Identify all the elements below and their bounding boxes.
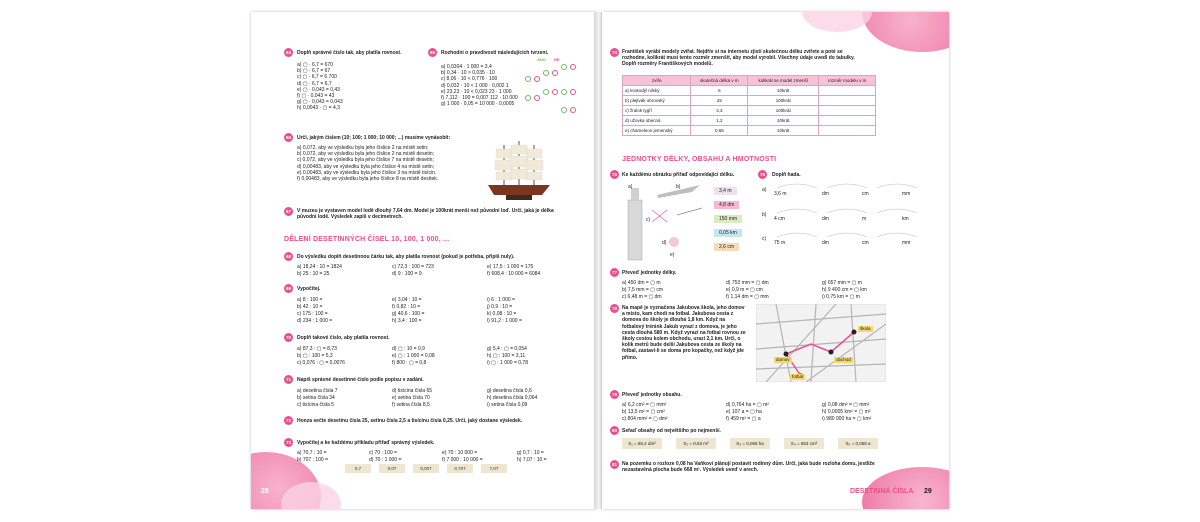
table-header: rozměr modelu v m — [819, 76, 876, 86]
table-cell: 1,2 — [691, 116, 748, 126]
length-tag[interactable]: 150 mm — [714, 215, 742, 223]
list-item: g) 0,08 dm² = ▢ mm² — [822, 402, 870, 408]
snake-unit: dm — [822, 240, 829, 246]
ne-checkbox[interactable] — [570, 89, 576, 95]
map-label-school: škola — [860, 326, 871, 331]
table-row — [623, 86, 876, 96]
table-cell: 6 — [691, 86, 748, 96]
area-box[interactable]: S₂ = 0,63 m² — [676, 438, 716, 449]
list-item: a) 0,072, aby ve výsledku byla jeho číslice 2 na místě setin; — [297, 145, 429, 151]
list-item: h) 3,4 : 100 = — [392, 318, 422, 324]
list-item: f) 459 m² = ▢ a — [726, 416, 761, 422]
figure-label: e) — [670, 252, 675, 258]
exercise-text: Honza sečte desetinu čísla 25, setinu čísla 2,5 a tisícinu čísla 0,25. Urči, jaký dostane výsledek. — [297, 418, 523, 424]
list-item: a) 18,24 : 10 = 1824 — [297, 264, 342, 270]
list-item: b) ▢ : 100 = 5,3 — [297, 353, 333, 359]
list-item: h) ▢ : 100 = 3,11 — [487, 353, 526, 359]
ne-checkbox[interactable] — [570, 64, 576, 70]
list-item: f) 608,4 : 10 000 = 6084 — [487, 271, 541, 277]
figure-label: b) — [676, 184, 681, 190]
ne-checkbox[interactable] — [552, 89, 558, 95]
section-heading: JEDNOTKY DÉLKY, OBSAHU A HMOTNOSTI — [622, 156, 777, 163]
table-cell: c) žralok tygří — [623, 106, 691, 116]
table-row — [623, 96, 876, 106]
snake-arcs — [767, 182, 937, 252]
table-cell: 3,3 — [691, 106, 748, 116]
ship-illustration — [484, 137, 554, 203]
list-item: a) ▢ · 6,7 = 670 — [297, 62, 333, 68]
list-item: e) 107 a = ▢ ha — [726, 409, 762, 415]
list-item: e) 0,00483, aby ve výsledku byla jeho číslice 3 na místě tisícin. — [297, 169, 437, 176]
table-cell[interactable] — [819, 86, 876, 96]
list-item: c) 0,072, aby ve výsledku byla jeho číslice 7 na místě desetin; — [297, 157, 434, 164]
list-item: c) tisícina čísla 5 — [297, 402, 334, 408]
list-item: d) ▢ : 10 = 0,9 — [392, 346, 425, 352]
exercise-text: Na mapě je vyznačena Jakubova škola, jeho domov a místo, kam chodí na fotbal. Jakubova cesta z domova do školy je dlouhá 1,8 km. Když na fotbalový trénink Jakub vyrazí z domova, je jeho cesta dlouhá 580 m. Když vyrazí na fotbal rovnou ze školy cestou kolem obchodu, urazí 2,1 km. Urči, o kolik metrů bude delší Jakubova cesta ze školy na fotbal, zastaví-li se doma pro kopačky, než když jde přímo. — [622, 305, 746, 361]
list-item: g) ▢ · 0,043 = 0,043 — [297, 99, 343, 106]
length-tag[interactable]: 4,8 dm — [714, 201, 739, 209]
list-item: b) 13,5 m² = ▢ cm² — [622, 409, 665, 415]
exercise-title: Vypočítej. — [297, 286, 321, 292]
exercise-title: Rozhodni o pravdivosti následujících tvrzení. — [441, 50, 549, 56]
length-tag[interactable]: 2,6 cm — [714, 243, 739, 251]
ne-label: NE — [554, 57, 560, 62]
list-item: c) 804 mm² = ▢ dm² — [622, 416, 668, 422]
list-item: b) 0,072, aby ve výsledku byla jeho číslice 2 na místě desetin; — [297, 151, 435, 158]
ne-checkbox[interactable] — [534, 95, 540, 101]
snake-unit: dm — [822, 191, 829, 197]
list-item: c) 175 : 100 = — [297, 311, 328, 317]
snake-unit: mm — [902, 191, 911, 197]
ano-checkbox[interactable] — [543, 70, 549, 76]
exercise-number: 75 — [611, 172, 617, 177]
ano-checkbox[interactable] — [543, 89, 549, 95]
list-item: g) 5,4 : ▢ = 0,054 — [487, 346, 527, 352]
table-cell[interactable] — [819, 106, 876, 116]
exercise-number: 66 — [285, 135, 291, 140]
list-item: f) setina čísla 8,5 — [392, 402, 430, 408]
list-item: g) 657 mm = ▢ m — [822, 280, 862, 286]
list-item: c) 8,06 · 10 < 0,776 · 100 — [441, 76, 576, 82]
table-cell: d) užovka obecná — [623, 116, 691, 126]
page-number: 29 — [924, 488, 932, 495]
table-cell: 10krát — [748, 126, 819, 136]
list-item: c) 70 : 100 = — [369, 450, 397, 456]
list-item: f) 7 000 : 10 000 = — [442, 457, 483, 463]
exercise-title: Doplň hada. — [772, 172, 801, 178]
ano-checkbox[interactable] — [561, 107, 567, 113]
map-label-football: fotbal — [792, 374, 804, 379]
row-label: a) — [762, 187, 767, 193]
page-number: 28 — [261, 488, 269, 495]
ano-label: ANO — [537, 57, 546, 62]
exercise-number: 64 — [285, 50, 291, 55]
list-item: d) 0,032 · 10 < 1 000 · 0,002 1 — [441, 83, 576, 89]
table-cell[interactable] — [819, 126, 876, 136]
area-box[interactable]: S₅ = 0,068 a — [838, 438, 878, 449]
exercise-number: 79 — [611, 392, 617, 397]
list-item: g) 40,6 : 100 = — [392, 311, 425, 317]
list-item: e) ▢ : 1 000 = 0,08 — [392, 353, 435, 359]
textbook-spread — [251, 12, 949, 509]
row-label: c) — [762, 236, 767, 242]
exercise-number: 65 — [429, 50, 435, 55]
exercise-number: 73 — [285, 440, 291, 445]
list-item: b) 42 : 10 = — [297, 304, 323, 310]
snake-start: 75 m — [774, 240, 786, 246]
list-item: d) 0,764 ha = ▢ m² — [726, 402, 769, 408]
snake-start: 4 cm — [774, 216, 785, 222]
list-item: c) ▢ · 6,7 = 6 700 — [297, 74, 337, 81]
decorative-wave — [862, 12, 949, 52]
answer-card[interactable]: 0,07 — [379, 464, 405, 473]
exercise-title: Seřaď obsahy od největšího po nejmenší. — [622, 428, 721, 434]
table-header: skutečná délka v m — [691, 76, 748, 86]
list-item: d) 234 : 1 000 = — [297, 318, 333, 324]
list-item: h) 0,0005 km² = ▢ m² — [822, 409, 871, 415]
snake-unit: km — [902, 216, 909, 222]
list-item: i) setina čísla 0,09 — [487, 402, 528, 408]
length-tag[interactable]: 3,4 m — [714, 187, 737, 195]
snake-unit: m — [862, 216, 867, 222]
list-item: a) 450 dm = ▢ m — [622, 280, 661, 286]
list-item: a) 0,0304 · 1 000 = 3,4 — [441, 64, 576, 70]
list-item: a) 6,2 cm² = ▢ mm² — [622, 402, 667, 408]
list-item: a) 87,3 : ▢ = 8,73 — [297, 346, 337, 352]
animal-table — [622, 75, 876, 136]
exercise-66-list — [297, 145, 438, 182]
area-box[interactable]: S₃ = 0,065 ha — [730, 438, 770, 449]
ano-checkbox[interactable] — [561, 89, 567, 95]
footer-title: DESETINNÁ ČÍSLA — [850, 488, 914, 495]
snake-unit: cm — [862, 191, 869, 197]
list-item: f) 0,00483, aby ve výsledku byla jeho číslice 8 na místě desítek. — [297, 176, 439, 183]
exercise-number: 76 — [759, 172, 765, 177]
ano-checkbox[interactable] — [561, 64, 567, 70]
decorative-wave — [802, 12, 872, 32]
exercise-text: František vyrábí modely zvířat. Nejdřív si na internetu zjistí skutečnou délku zvířete a poté se rozhodne, kolikrát musí tento rozměr zmenšit, aby model vyrobil. Všechny údaje uvedl do tabulky. Doplň rozměry Františkových modelů. — [622, 49, 855, 68]
exercise-title: Urči, jakým číslem (10; 100; 1 000; 10 000; ...) musíme vynásobit: — [297, 135, 451, 141]
list-item: i) ▢ : 1 000 = 0,78 — [487, 360, 528, 366]
exercise-number: 70 — [285, 335, 291, 340]
ano-checkbox[interactable] — [525, 95, 531, 101]
snake-start: 3,6 m — [774, 191, 787, 197]
map-label-home: domov — [776, 357, 790, 362]
list-item: b) 707 : 100 = — [297, 457, 328, 463]
section-heading: DĚLENÍ DESETINNÝCH ČÍSEL 10, 100, 1 000, ... — [284, 236, 450, 243]
exercise-title: Ke každému obrázku přiřaď odpovídající délku. — [622, 172, 735, 178]
table-cell: a) krokodýl nilský — [623, 86, 691, 96]
exercise-text: V muzeu je vystaven model lodě dlouhý 7,64 dm. Model je 100krát menší než původní loď. Urči, jaká je délka původní lodě. Výsledek zapiš v decimetrech. — [297, 208, 554, 221]
table-header: kolikrát se model zmenší — [748, 76, 819, 86]
table-header: zvíře — [623, 76, 691, 86]
map-label-shop: obchod — [836, 357, 851, 362]
answer-card[interactable]: 0,007 — [413, 464, 439, 473]
list-item: k) 0,08 : 10 = — [487, 311, 517, 317]
list-item: e) 3,04 : 10 = — [392, 297, 422, 303]
area-box[interactable]: S₄ = 653 cm² — [784, 438, 824, 449]
exercise-number: 78 — [611, 306, 617, 311]
list-item: i) 0,75 km = ▢ m — [822, 294, 860, 300]
list-item: l) 91,2 : 1 000 = — [487, 318, 522, 324]
list-item: a) 70,7 : 10 = — [297, 450, 327, 456]
list-item: g) 1 000 · 0,05 = 10 000 · 0,0005 — [441, 101, 576, 107]
list-item: d) tisícina čísla 65 — [392, 388, 433, 394]
list-item: b) 25 : 10 = 25 — [297, 271, 330, 277]
exercise-number: 67 — [285, 209, 291, 214]
row-label: b) — [762, 212, 767, 218]
ne-checkbox[interactable] — [552, 70, 558, 76]
list-item: b) setina čísla 34 — [297, 395, 335, 401]
table-cell: e) chameleon jemenský — [623, 126, 691, 136]
table-row — [623, 126, 876, 136]
exercise-title: Převeď jednotky délky. — [622, 270, 677, 276]
list-item: f) 800 : ▢ = 0,8 — [392, 360, 427, 366]
list-item: d) ▢ · 6,7 = 6,7 — [297, 80, 332, 87]
list-item: g) 0,7 : 10 = — [517, 450, 544, 456]
table-row — [623, 116, 876, 126]
length-tag[interactable]: 0,05 km — [714, 229, 742, 237]
figure-label: c) — [646, 217, 651, 223]
list-item: i) 980 000 ha = ▢ km² — [822, 416, 872, 422]
exercise-number: 71 — [285, 377, 291, 382]
list-item: j) 0,9 : 10 = — [487, 304, 513, 310]
table-cell[interactable] — [819, 96, 876, 106]
ne-checkbox[interactable] — [570, 107, 576, 113]
table-row — [623, 106, 876, 116]
list-item: g) desetina čísla 0,6 — [487, 388, 532, 394]
exercise-title: Převeď jednotky obsahu. — [622, 392, 682, 398]
right-page — [602, 12, 949, 509]
table-cell: b) plejtvák obrovský — [623, 96, 691, 106]
list-item: a) desetina čísla 7 — [297, 388, 338, 394]
table-cell: 100krát — [748, 96, 819, 106]
list-item: a) 8 : 100 = — [297, 297, 323, 303]
figure-label: d) — [662, 240, 667, 246]
table-cell: 100krát — [748, 106, 819, 116]
list-item: e) ▢ · 0,043 = 0,43 — [297, 86, 340, 93]
answer-card[interactable]: 0,7 — [345, 464, 371, 473]
exercise-65-list — [441, 64, 576, 114]
exercise-title: Do výsledku doplň desetinnou čárku tak, aby platila rovnost (pokud je potřeba, připiš nuly). — [297, 254, 515, 260]
list-item: d) 70 : 1 000 = — [369, 457, 402, 463]
list-item: i) 6 : 1 000 = — [487, 297, 515, 303]
table-cell[interactable] — [819, 116, 876, 126]
exercise-number: 69 — [285, 286, 291, 291]
list-item: f) 1,14 dm = ▢ mm — [726, 294, 769, 300]
exercise-text: Na pozemku o rozloze 0,08 ha Vaňkovi plánují postavit rodinný dům. Urči, jaká bude rozloha domu, jestliže nezastavěná plocha bude 668 m². Výsledek uveď v arech. — [622, 461, 875, 474]
list-item: e) setina čísla 70 — [392, 395, 430, 401]
list-item: d) 9 : 100 = 9 — [392, 271, 422, 277]
exercise-number: 81 — [611, 462, 617, 467]
list-item: c) 6,48 m = ▢ dm — [622, 294, 662, 300]
list-item: b) ▢ · 6,7 = 67 — [297, 68, 331, 75]
list-item: f) 7,112 · 100 = 0,007 112 · 10 000 — [441, 95, 576, 101]
list-item: h) 0,0043 · ▢ = 4,3 — [297, 105, 340, 112]
table-cell: 0,65 — [691, 126, 748, 136]
list-item: d) 0,00483, aby ve výsledku byla jeho číslice 4 na místě setin; — [297, 163, 435, 170]
list-item: f) ▢ · 0,043 = 43 — [297, 93, 335, 100]
list-item: h) 7,07 : 10 = — [517, 457, 547, 463]
list-item: e) 17,5 : 1 000 = 175 — [487, 264, 534, 270]
answer-card[interactable]: 0,707 — [447, 464, 473, 473]
list-item: h) desetina čísla 0,064 — [487, 395, 538, 401]
list-item: c) 0,076 : ▢ = 0,0076 — [297, 360, 345, 366]
figure-label: a) — [628, 184, 633, 190]
exercise-title: Napiš správné desetinné číslo podle popisu v zadání. — [297, 377, 424, 383]
exercise-title: Doplň správné číslo tak, aby platila rovnost. — [297, 50, 402, 56]
list-item: f) 0,82 : 10 = — [392, 304, 421, 310]
length-illustration — [622, 180, 712, 265]
exercise-title: Doplň takové číslo, aby platila rovnost. — [297, 335, 390, 341]
list-item: e) 70 : 10 000 = — [442, 450, 478, 456]
exercise-number: 77 — [611, 270, 617, 275]
snake-unit: dm — [822, 216, 829, 222]
exercise-number: 72 — [285, 418, 291, 423]
list-item: c) 72,3 : 100 = 723 — [392, 264, 434, 270]
answer-card[interactable]: 7,07 — [481, 464, 507, 473]
exercise-number: 68 — [285, 254, 291, 259]
list-item: b) 7,5 mm = ▢ cm — [622, 287, 663, 293]
snake-unit: mm — [902, 240, 911, 246]
list-item: b) 0,34 · 10 > 0,035 · 10 — [441, 70, 576, 76]
table-cell: 25 — [691, 96, 748, 106]
area-box[interactable]: S₁ = 65,4 dm² — [622, 438, 662, 449]
ano-checkbox[interactable] — [525, 76, 531, 82]
table-cell: 10krát — [748, 116, 819, 126]
city-map — [756, 304, 886, 382]
left-page — [251, 12, 597, 509]
list-item: h) 9 400 cm = ▢ km — [822, 287, 867, 293]
exercise-number: 80 — [611, 428, 617, 433]
ne-checkbox[interactable] — [534, 76, 540, 82]
snake-unit: cm — [862, 240, 869, 246]
list-item: e) 23,23 · 10 < 0,023 23 · 1 000 — [441, 89, 576, 95]
list-item: d) 753 mm = ▢ dm — [726, 280, 769, 286]
exercise-64-list — [297, 62, 343, 112]
exercise-title: Vypočítej a ke každému příkladu přiřaď správný výsledek. — [297, 440, 435, 446]
table-cell: 10krát — [748, 86, 819, 96]
exercise-number: 74 — [611, 50, 617, 55]
list-item: e) 0,9 m = ▢ cm — [726, 287, 763, 293]
